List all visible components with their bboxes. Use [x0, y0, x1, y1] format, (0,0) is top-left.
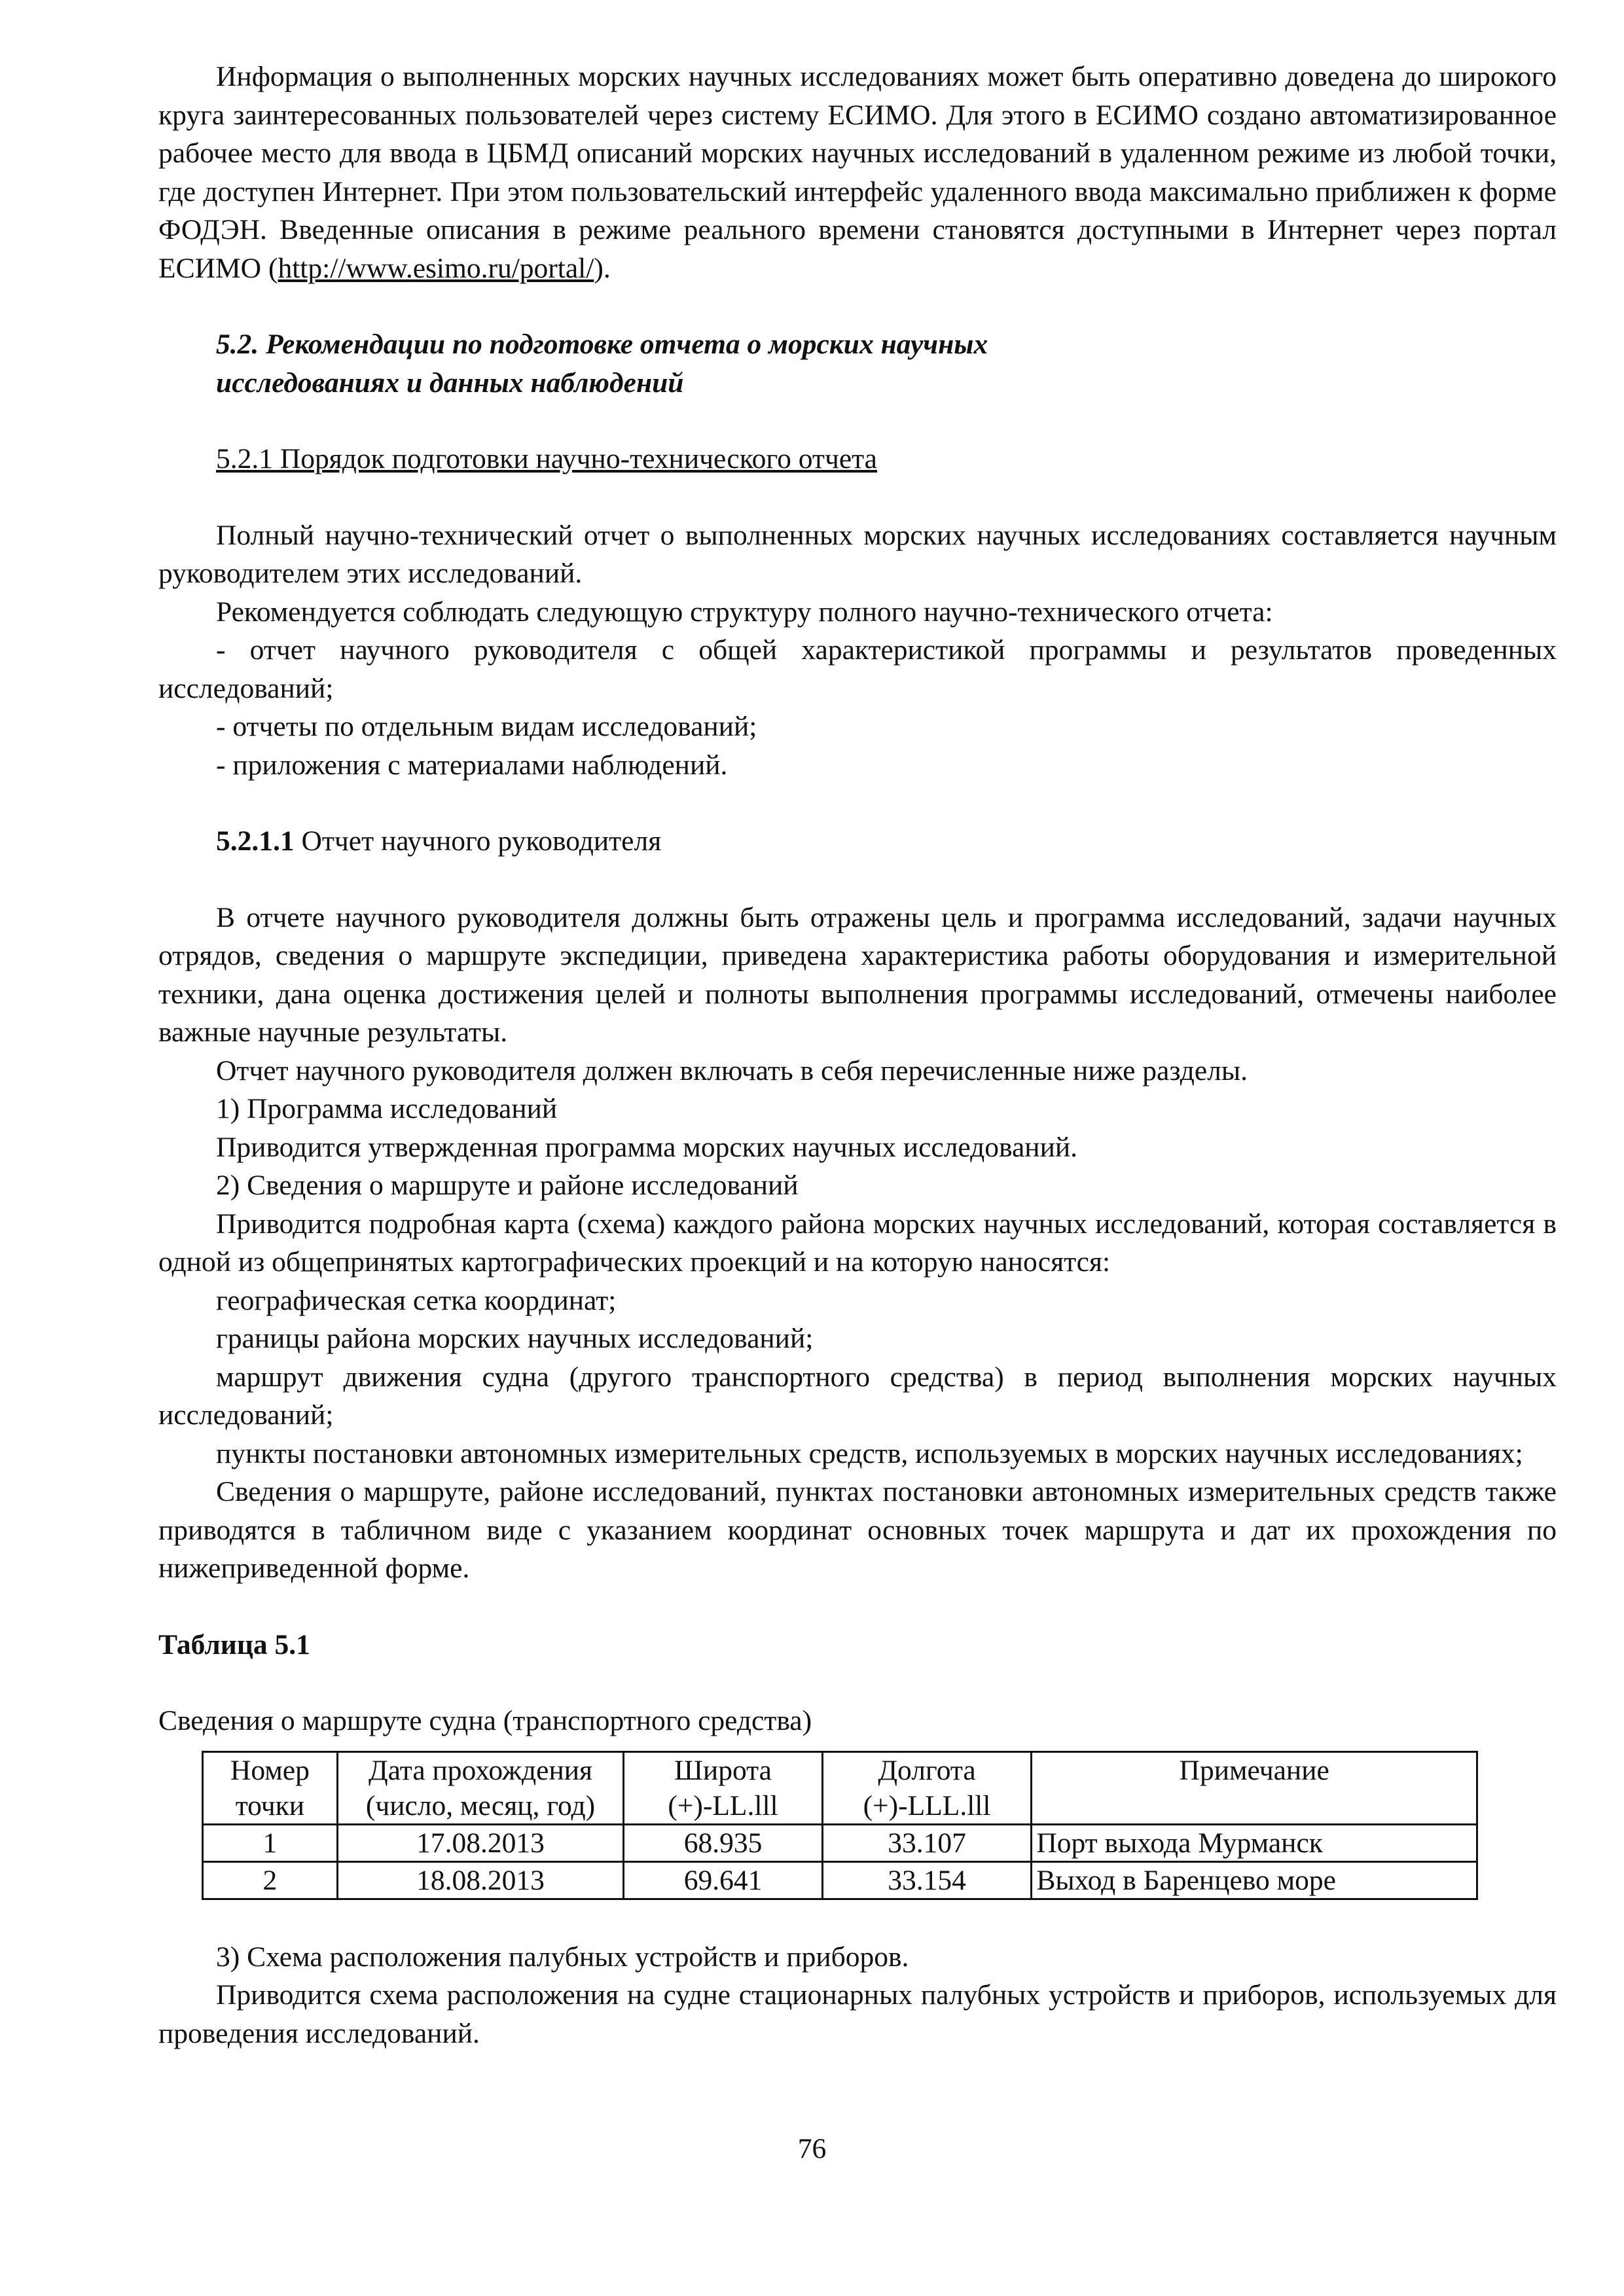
list-heading: 1) Программа исследований: [216, 1093, 558, 1124]
heading-number: 5.2.1.1: [216, 825, 295, 857]
cell-date: 17.08.2013: [337, 1824, 623, 1861]
cell-longitude: 33.154: [822, 1861, 1032, 1899]
header-date: Дата прохождения (число, месяц, год): [337, 1751, 623, 1824]
heading-line: исследованиях и данных наблюдений: [216, 367, 684, 399]
list-heading: 2) Сведения о маршруте и районе исследований: [216, 1170, 799, 1201]
cell-longitude: 33.107: [822, 1824, 1032, 1861]
cell-note: Выход в Баренцево море: [1032, 1861, 1477, 1899]
cell-latitude: 68.935: [624, 1824, 823, 1861]
heading-line: 5.2. Рекомендации по подготовке отчета о морских научных: [216, 329, 988, 360]
paragraph-esimo: [158, 58, 1557, 287]
paragraph: Приводится схема расположения на судне стационарных палубных устройств и приборов, используемых для проведения исследований.: [158, 1979, 1557, 2049]
cell-point-number: 1: [203, 1824, 338, 1861]
list-item: пункты постановки автономных измерительных средств, используемых в морских научных исследованиях;: [216, 1437, 1523, 1469]
paragraph-text: Информация о выполненных морских научных исследованиях может быть оперативно доведена до широкого круга заинтересованных пользователей через систему ЕСИМО. Для этого в ЕСИМО создано автоматизированное рабочее место для ввода в ЦБМД описаний морских научных исследований в удаленном режиме из любой точки, где доступен Интернет. При этом пользовательский интерфейс удаленного ввода максимально приближен к форме ФОДЭН. Введенные описания в режиме реального времени становятся доступными в Интернет через портал ЕСИМО (: [158, 61, 1557, 284]
paragraph: Отчет научного руководителя должен включать в себя перечисленные ниже разделы.: [216, 1054, 1248, 1086]
list-item: - отчеты по отдельным видам исследований;: [216, 711, 757, 742]
esimo-portal-link[interactable]: http://www.esimo.ru/portal/: [278, 252, 594, 284]
paragraph-text: ).: [594, 252, 611, 284]
list-item: географическая сетка координат;: [216, 1284, 617, 1316]
header-latitude: Широта (+)-LL.lll: [624, 1751, 823, 1824]
section-heading-5-2: [158, 325, 1557, 402]
paragraph: В отчете научного руководителя должны быть отражены цель и программа исследований, задачи научных отрядов, сведения о маршруте экспедиции, приведена характеристика работы оборудования и измерительной техники, дана оценка достижения целей и полноты выполнения программы исследований, отмечены наиболее важные научные результаты.: [158, 901, 1557, 1048]
paragraph: Рекомендуется соблюдать следующую структуру полного научно-технического отчета:: [216, 596, 1273, 628]
table-header-row: [203, 1751, 1477, 1824]
route-table: [202, 1751, 1478, 1900]
section-heading-5-2-1-1: [158, 822, 1557, 861]
table-row: [203, 1824, 1477, 1861]
section-heading-5-2-1: 5.2.1 Порядок подготовки научно-технического отчета: [216, 443, 877, 475]
header-point-number: Номер точки: [203, 1751, 338, 1824]
header-longitude: Долгота (+)-LLL.lll: [822, 1751, 1032, 1824]
paragraph: Приводится утвержденная программа морских научных исследований.: [216, 1131, 1078, 1163]
cell-point-number: 2: [203, 1861, 338, 1899]
header-note: Примечание: [1032, 1751, 1477, 1824]
list-item: - отчет научного руководителя с общей характеристикой программы и результатов проведенных исследований;: [158, 634, 1557, 704]
cell-latitude: 69.641: [624, 1861, 823, 1899]
table-row: [203, 1861, 1477, 1899]
cell-date: 18.08.2013: [337, 1861, 623, 1899]
page-number: 76: [797, 2133, 827, 2164]
list-item: границы района морских научных исследований;: [216, 1323, 814, 1354]
heading-text: Отчет научного руководителя: [294, 825, 662, 857]
paragraph: Сведения о маршруте, районе исследований, пунктах постановки автономных измерительных средств также приводятся в табличном виде с указанием координат основных точек маршрута и дат их прохождения по нижеприведенной форме.: [158, 1476, 1557, 1584]
list-heading: 3) Схема расположения палубных устройств и приборов.: [216, 1941, 909, 1973]
paragraph: Полный научно-технический отчет о выполненных морских научных исследованиях составляется научным руководителем этих исследований.: [158, 519, 1557, 589]
document-page: [158, 58, 1557, 2053]
list-item: маршрут движения судна (другого транспортного средства) в период выполнения морских научных исследований;: [158, 1361, 1557, 1431]
table-number: Таблица 5.1: [158, 1628, 310, 1660]
cell-note: Порт выхода Мурманск: [1032, 1824, 1477, 1861]
list-item: - приложения с материалами наблюдений.: [216, 749, 728, 781]
table-caption: Сведения о маршруте судна (транспортного средства): [158, 1705, 812, 1736]
paragraph: Приводится подробная карта (схема) каждого района морских научных исследований, которая составляется в одной из общепринятых картографических проекций и на которую наносятся:: [158, 1208, 1557, 1278]
